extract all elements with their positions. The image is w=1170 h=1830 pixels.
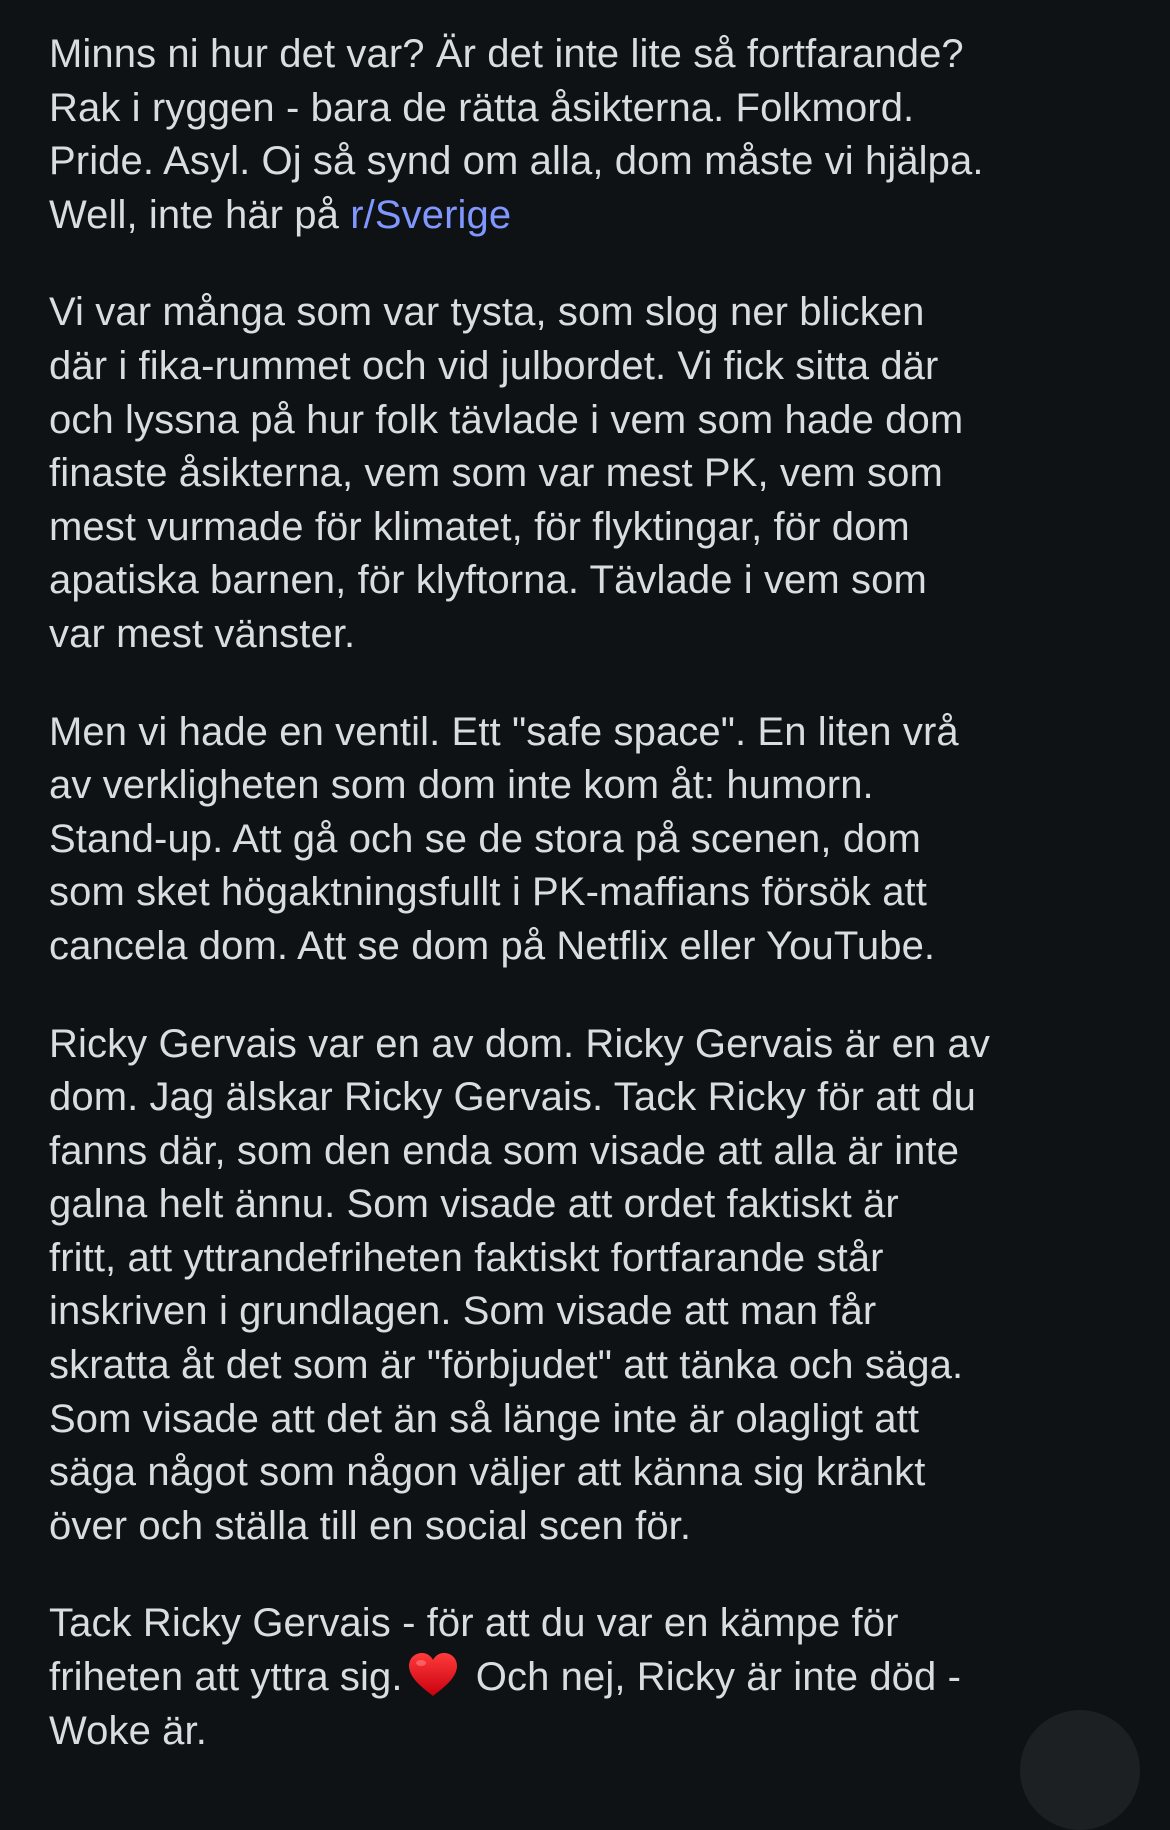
floating-action-button[interactable] bbox=[1020, 1710, 1140, 1830]
post-paragraph-5 bbox=[49, 1597, 1129, 1758]
post-body bbox=[49, 28, 1129, 1802]
paragraph-text-after-heart: Och nej, Ricky är inte död - Woke är. bbox=[49, 1655, 962, 1753]
paragraph-text: Ricky Gervais var en av dom. Ricky Gervais är en av dom. Jag älskar Ricky Gervais. Tack Ricky för att du fanns där, som den enda som visade att alla är inte galna helt ännu. Som visade att ordet faktiskt är fritt, att yttrandefriheten faktiskt fortfarande står inskriven i grundlagen. Som visade att man får skratta åt det som är "förbjudet" att tänka och säga. Som visade att det än så länge inte är olagligt att säga något som någon väljer att känna sig kränkt över och ställa till en social scen för. bbox=[49, 1021, 990, 1548]
paragraph-text-before-heart: Tack Ricky Gervais - för att du var en kämpe för friheten att yttra sig. bbox=[49, 1601, 899, 1700]
post-paragraph-1 bbox=[49, 28, 1129, 242]
post-paragraph-3 bbox=[49, 706, 1129, 974]
paragraph-text: Vi var många som var tysta, som slog ner blicken där i fika-rummet och vid julbordet. Vi fick sitta där och lyssna på hur folk tävlade i vem som hade dom finaste åsikterna, vem som var mest PK, vem som mest vurmade för klimatet, för flyktingar, för dom apatiska barnen, för klyftorna. Tävlade i vem som var mest vänster. bbox=[49, 290, 964, 656]
post-paragraph-4 bbox=[49, 1018, 1129, 1554]
post-paragraph-2 bbox=[49, 286, 1129, 661]
paragraph-text: Minns ni hur det var? Är det inte lite så fortfarande? Rak i ryggen - bara de rätta åsikterna. Folkmord. Pride. Asyl. Oj så synd om alla, dom måste vi hjälpa. Well, inte här på bbox=[49, 32, 984, 237]
subreddit-link[interactable]: r/Sverige bbox=[350, 192, 512, 237]
paragraph-text: Men vi hade en ventil. Ett "safe space". En liten vrå av verkligheten som dom inte kom åt: humorn. Stand-up. Att gå och se de stora på scenen, dom som sket högaktningsfullt i PK-maffians försök att cancela dom. Att se dom på Netflix eller YouTube. bbox=[49, 709, 959, 968]
red-heart-icon bbox=[407, 1652, 459, 1698]
